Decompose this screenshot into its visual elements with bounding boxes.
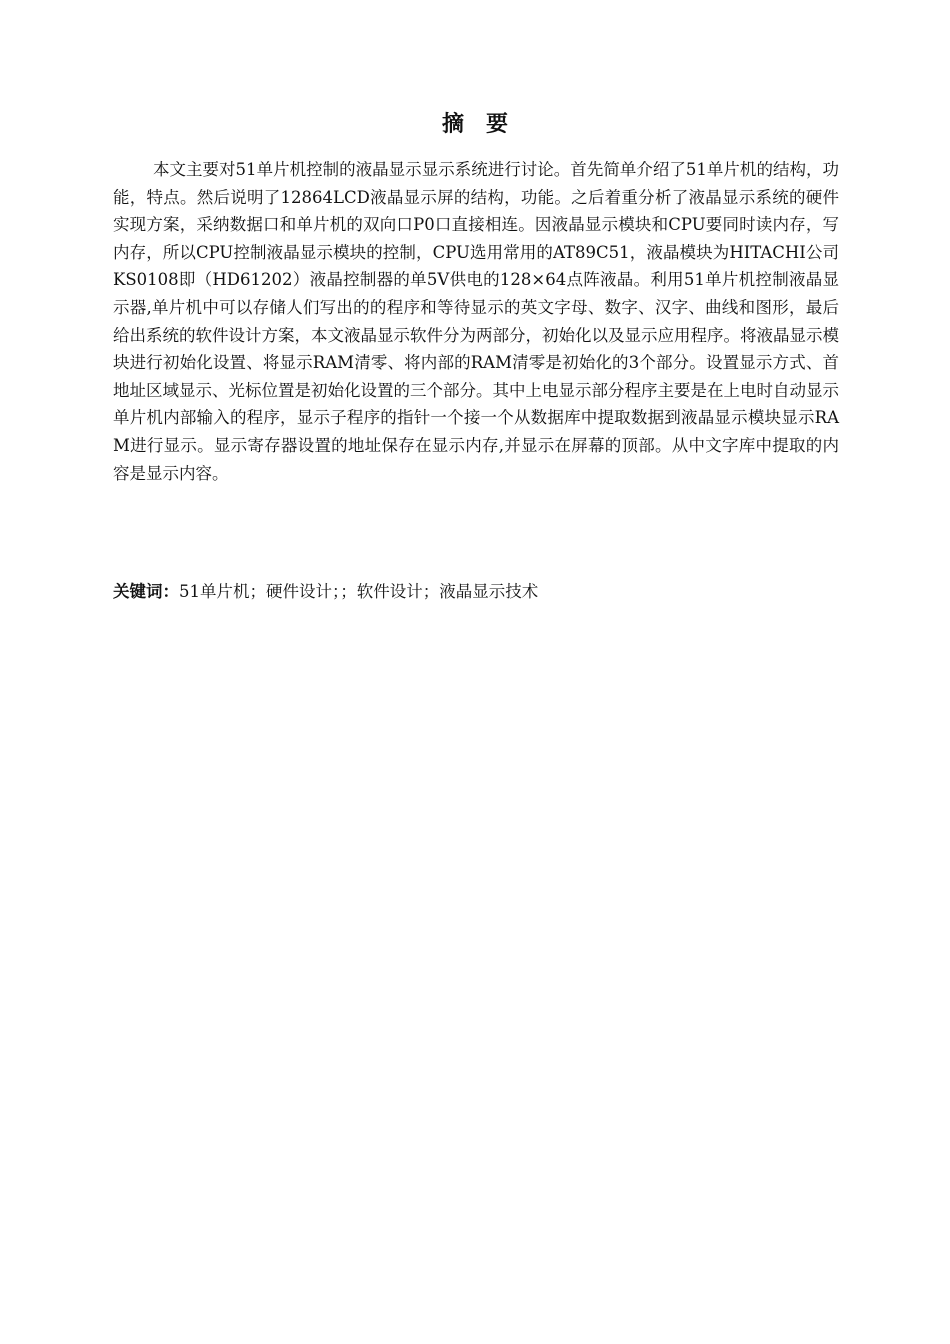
keywords-label: 关键词： (113, 582, 179, 601)
keywords-line (113, 578, 839, 606)
keywords-text: 51单片机；硬件设计；；软件设计；液晶显示技术 (179, 582, 539, 601)
abstract-title: 摘要 (441, 112, 530, 137)
abstract-body: 本文主要对51单片机控制的液晶显示显示系统进行讨论。首先简单介绍了51单片机的结构，功能，特点。然后说明了12864LCD液晶显示屏的结构，功能。之后着重分析了液晶显示系统的硬件实现方案，采纳数据口和单片机的双向口P0口直接相连。因液晶显示模块和CPU要同时读内存，写内存，所以CPU控制液晶显示模块的控制，CPU选用常用的AT89C51，液晶模块为HITACHI公司KS0108即（HD61202）液晶控制器的单5V供电的128×64点阵液晶。利用51单片机控制液晶显示器,单片机中可以存储人们写出的的程序和等待显示的英文字母、数字、汉字、曲线和图形，最后给出系统的软件设计方案，本文液晶显示软件分为两部分，初始化以及显示应用程序。将液晶显示模块进行初始化设置、将显示RAM清零、将内部的RAM清零是初始化的3个部分。设置显示方式、首地址区域显示、光标位置是初始化设置的三个部分。其中上电显示部分程序主要是在上电时自动显示单片机内部输入的程序，显示子程序的指针一个接一个从数据库中提取数据到液晶显示模块显示RAM进行显示。显示寄存器设置的地址保存在显示内存,并显示在屏幕的顶部。从中文字库中提取的内容是显示内容。 (113, 160, 839, 483)
